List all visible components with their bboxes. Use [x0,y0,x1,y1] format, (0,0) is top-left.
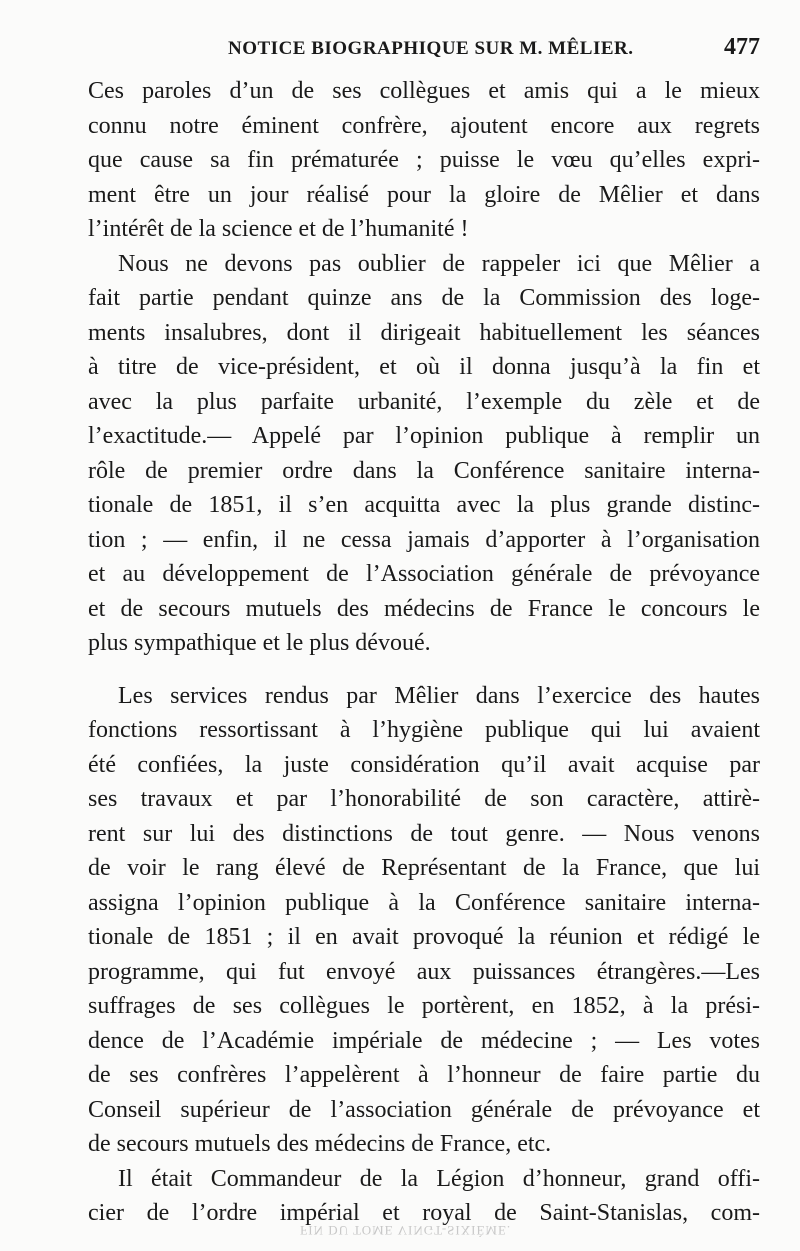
text-line: l’exactitude.— Appelé par l’opinion publique à remplir un [88,423,760,449]
text-line: fonctions ressortissant à l’hygiène publique qui lui avaient [88,717,760,743]
text-line: tionale de 1851, il s’en acquitta avec la plus grande distinc- [88,492,760,518]
text-line: ses travaux et par l’honorabilité de son caractère, attirè- [88,786,760,812]
text-line: de voir le rang élevé de Représentant de la France, que lui [88,855,760,881]
body-text [88,74,760,1231]
text-line: ment être un jour réalisé pour la gloire de Mêlier et dans [88,181,760,208]
text-line: Il était Commandeur de la Légion d’honneur, grand offi- [118,1165,760,1192]
text-line: rent sur lui des distinctions de tout genre. — Nous venons [88,820,760,847]
text-line: rôle de premier ordre dans la Conférence sanitaire interna- [88,457,760,484]
text-line: et au développement de l’Association générale de prévoyance [88,561,760,587]
paragraph-4 [88,1162,760,1231]
text-line: avec la plus parfaite urbanité, l’exemple du zèle et de [88,388,760,415]
text-line: de secours mutuels des médecins de France, etc. [88,1131,552,1157]
text-line: de ses confrères l’appelèrent à l’honneur de faire partie du [88,1062,760,1088]
text-line: suffrages de ses collègues le portèrent, en 1852, à la prési- [88,993,760,1019]
page-number: 477 [724,34,760,60]
text-line: l’intérêt de la science et de l’humanité ! [88,216,469,242]
paragraph-2 [88,247,760,661]
running-head [88,34,760,68]
text-line: programme, qui fut envoyé aux puissances étrangères.—Les [88,958,760,985]
text-line: plus sympathique et le plus dévoué. [88,630,431,656]
text-line: connu notre éminent confrère, ajoutent encore aux regrets [88,112,760,139]
bleed-through-footer: FIN DU TOME VINGT-SIXIÈME. [300,1223,512,1238]
text-line: cier de l’ordre impérial et royal de Saint-Stanislas, com- [88,1200,760,1226]
text-line: à titre de vice-président, et où il donna jusqu’à la fin et [88,354,760,380]
text-line: ments insalubres, dont il dirigeait habituellement les séances [88,319,760,346]
text-line: dence de l’Académie impériale de médecine ; — Les votes [88,1027,760,1054]
text-line: été confiées, la juste considération qu’il avait acquise par [88,751,760,778]
paragraph-1 [88,74,760,247]
text-line: que cause sa fin prématurée ; puisse le vœu qu’elles expri- [88,147,760,173]
text-line: assigna l’opinion publique à la Conférence sanitaire interna- [88,889,760,916]
paragraph-gap [88,661,760,679]
text-line: Conseil supérieur de l’association générale de prévoyance et [88,1096,760,1123]
text-line: Nous ne devons pas oublier de rappeler ici que Mêlier a [118,250,760,277]
text-line: tion ; — enfin, il ne cessa jamais d’apporter à l’organisation [88,526,760,553]
text-line: tionale de 1851 ; il en avait provoqué la réunion et rédigé le [88,924,760,950]
text-line: Ces paroles d’un de ses collègues et amis qui a le mieux [88,78,760,104]
text-line: Les services rendus par Mêlier dans l’exercice des hautes [118,682,760,709]
text-line: fait partie pendant quinze ans de la Commission des loge- [88,285,760,311]
running-title: NOTICE BIOGRAPHIQUE SUR M. MÊLIER. [228,38,634,59]
paragraph-3 [88,679,760,1162]
text-line: et de secours mutuels des médecins de France le concours le [88,595,760,622]
